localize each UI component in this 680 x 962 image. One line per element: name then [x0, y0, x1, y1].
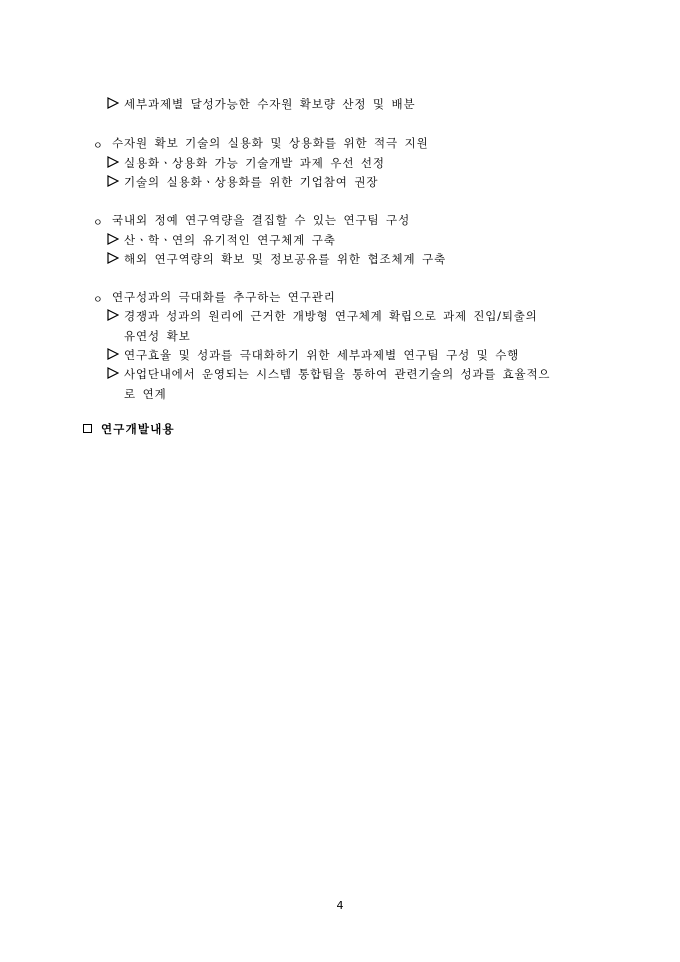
triangle-bullet-icon — [107, 348, 119, 360]
triangle-bullet-icon — [107, 175, 119, 187]
list-item: 경쟁과 성과의 원리에 근거한 개방형 연구체계 확립으로 과제 진입/퇴출의 — [124, 309, 538, 323]
page-number: 4 — [336, 899, 344, 912]
list-item: 기술의 실용화ㆍ상용화를 위한 기업참여 권장 — [124, 175, 379, 189]
list-item: 사업단내에서 운영되는 시스템 통합팀을 통하여 관련기술의 성과를 효율적으 — [124, 367, 551, 381]
list-item-continuation: 로 연계 — [124, 387, 167, 401]
checkbox-square-icon — [83, 424, 92, 433]
triangle-bullet-icon — [107, 252, 119, 264]
triangle-bullet-icon — [107, 97, 119, 109]
triangle-bullet-icon — [107, 233, 119, 245]
section-heading: 연구개발내용 — [101, 422, 175, 436]
triangle-bullet-icon — [107, 309, 119, 321]
triangle-bullet-icon — [107, 367, 119, 379]
list-item: 해외 연구역량의 확보 및 정보공유를 위한 협조체계 구축 — [124, 252, 447, 266]
intro-item: 세부과제별 달성가능한 수자원 확보량 산정 및 배분 — [124, 97, 416, 111]
section-title: 연구성과의 극대화를 추구하는 연구관리 — [112, 290, 336, 304]
list-item-continuation: 유연성 확보 — [124, 329, 191, 343]
list-item: 실용화ㆍ상용화 가능 기술개발 과제 우선 선정 — [124, 156, 385, 170]
section-title: 수자원 확보 기술의 실용화 및 상용화를 위한 적극 지원 — [112, 136, 429, 150]
circle-bullet-icon: ㅇ — [93, 141, 103, 152]
circle-bullet-icon: ㅇ — [93, 218, 103, 229]
list-item: 연구효율 및 성과를 극대화하기 위한 세부과제별 연구팀 구성 및 수행 — [124, 348, 520, 362]
list-item: 산ㆍ학ㆍ연의 유기적인 연구체계 구축 — [124, 233, 336, 247]
circle-bullet-icon: ㅇ — [93, 295, 103, 306]
section-title: 국내외 정예 연구역량을 결집할 수 있는 연구팀 구성 — [112, 213, 411, 227]
triangle-bullet-icon — [107, 156, 119, 168]
